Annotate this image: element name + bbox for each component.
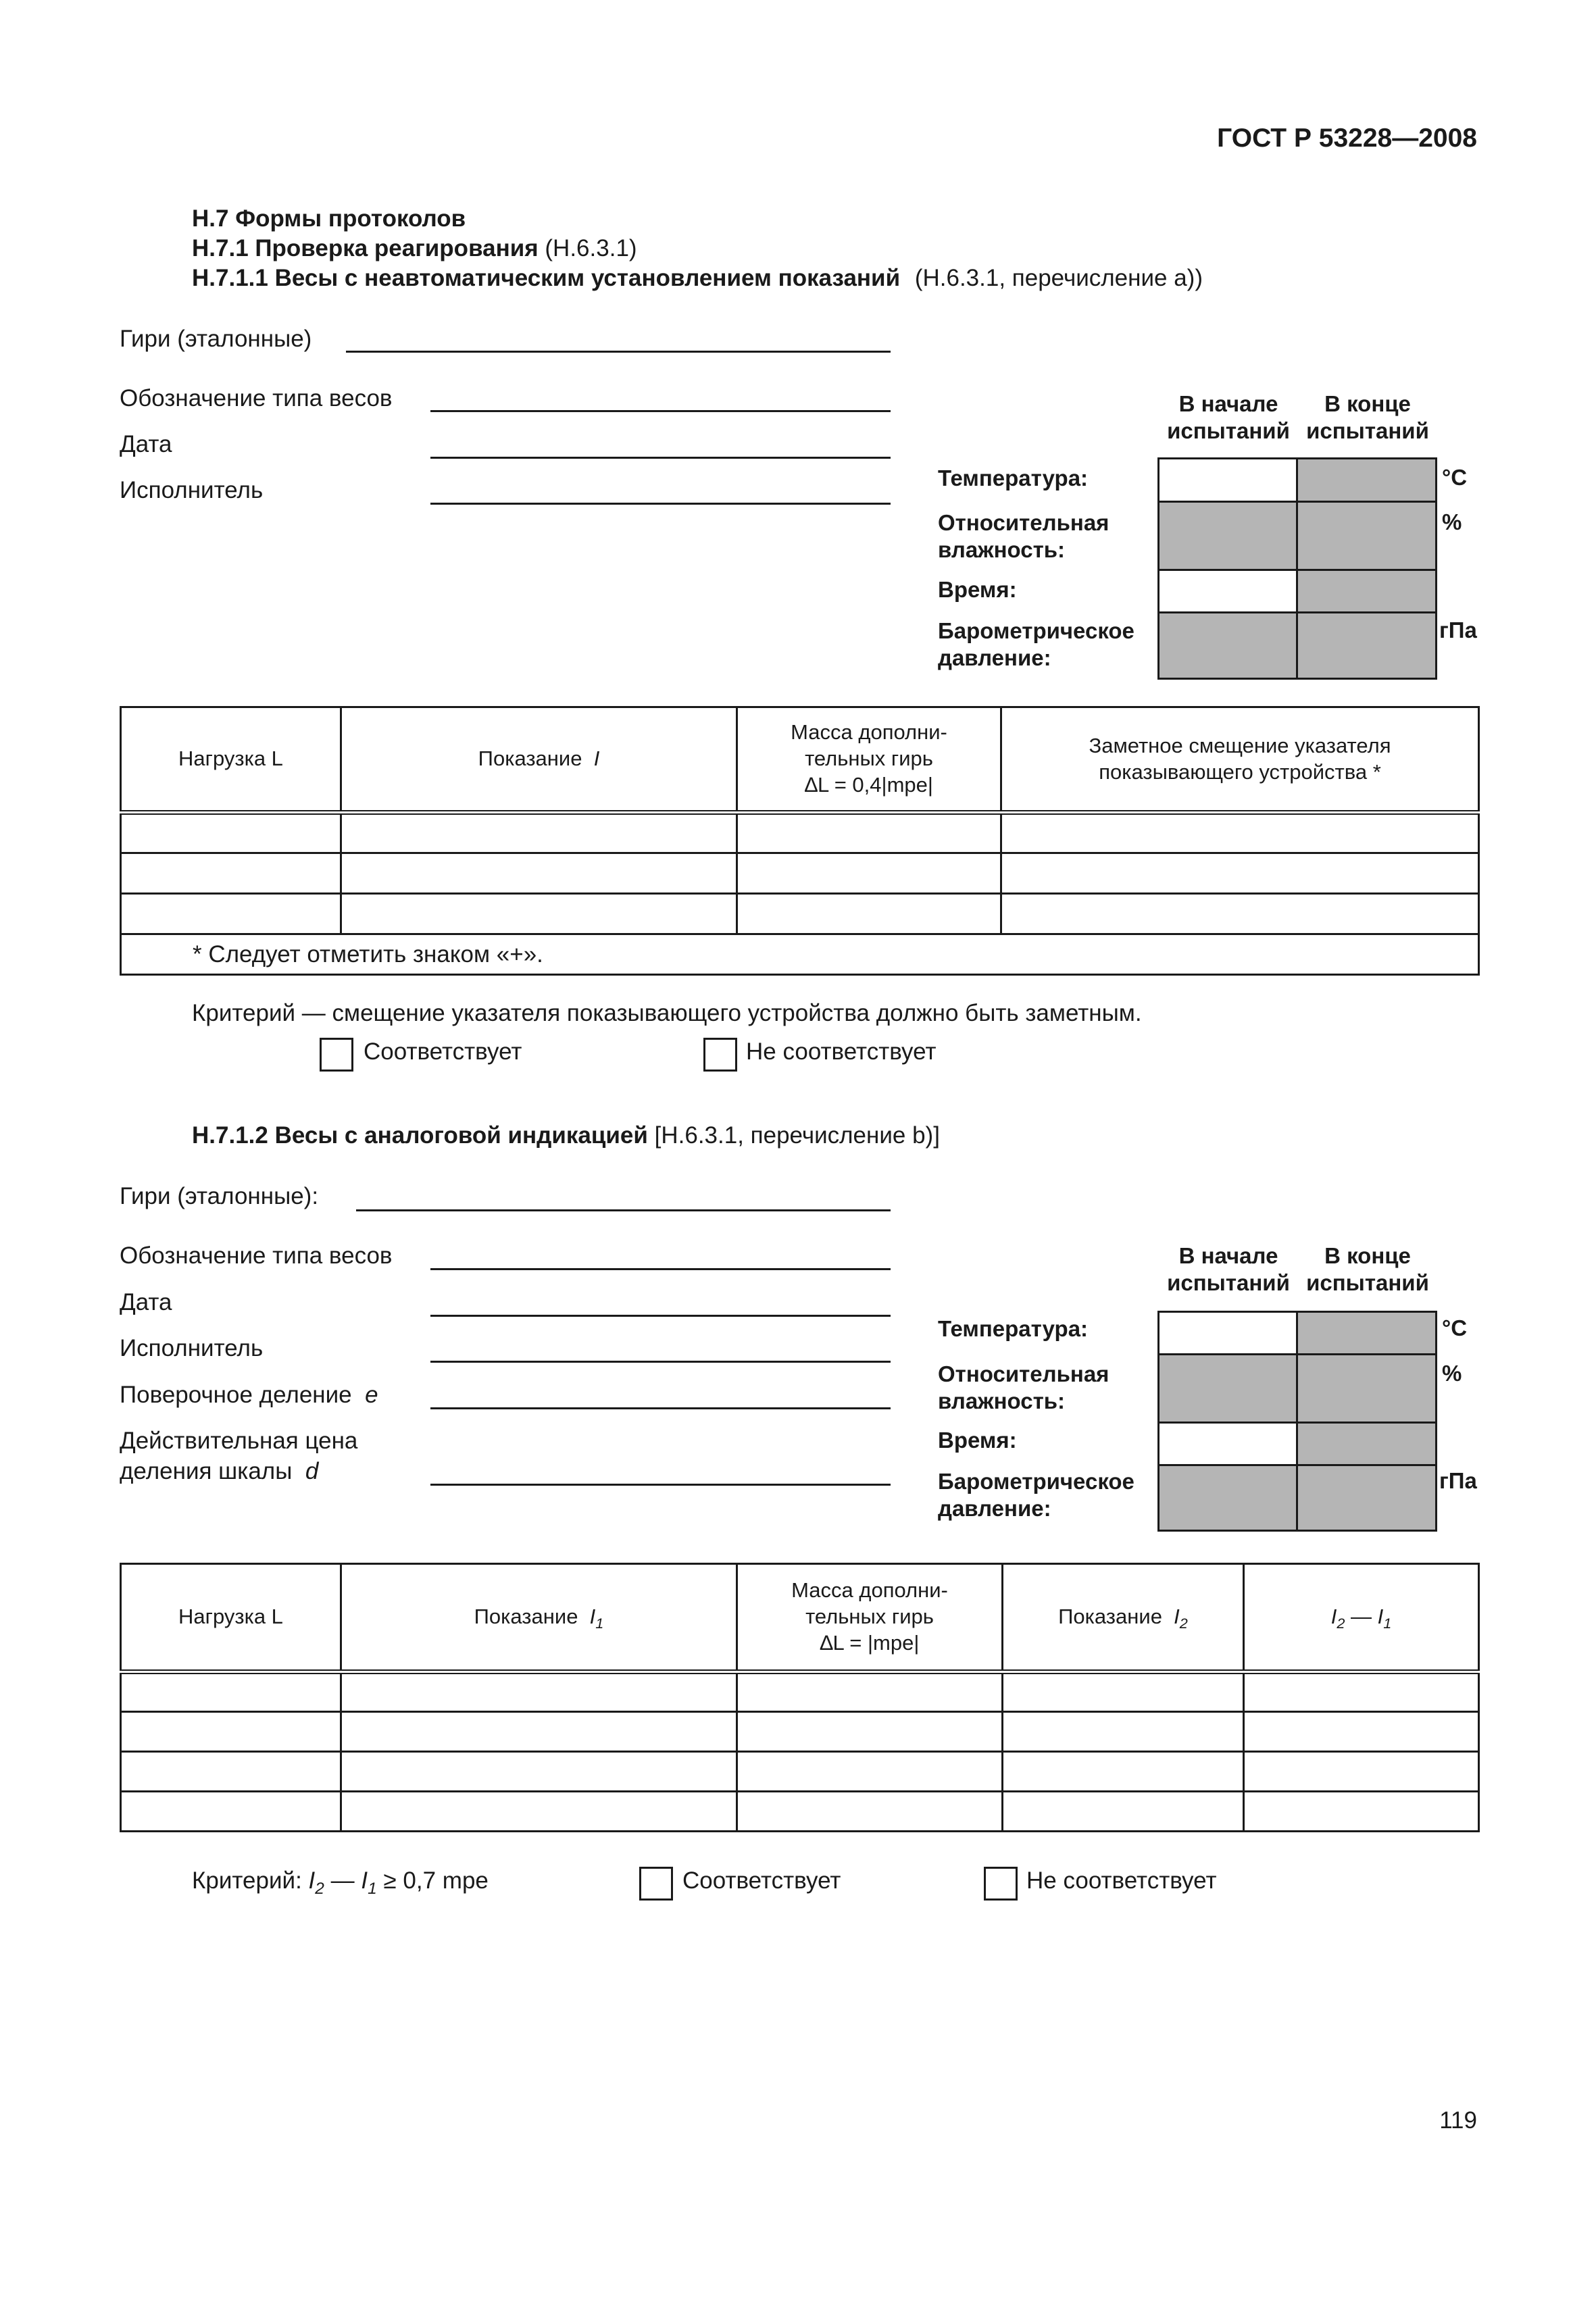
env-temp-end	[1296, 457, 1437, 503]
env-pressure-end	[1296, 1464, 1437, 1532]
verification-label	[120, 1382, 378, 1409]
not-complies-checkbox-1[interactable]	[703, 1038, 737, 1072]
scale-type-field-2[interactable]	[430, 1268, 891, 1270]
env-temperature-label: Температура:	[938, 1316, 1089, 1341]
env-start-col-header: В начале испытаний	[1167, 391, 1290, 443]
t1-mass-label: Масса дополни-тельных гирь	[791, 720, 947, 771]
env-time-label: Время:	[938, 1428, 1017, 1453]
env-humidity-start	[1157, 501, 1298, 571]
env-humidity-label: Относительная влажность:	[938, 510, 1109, 562]
criterion-2-prefix: Критерий:	[192, 1867, 302, 1894]
weights-field-2[interactable]	[356, 1209, 891, 1211]
complies-checkbox-1[interactable]	[320, 1038, 353, 1072]
table-cell[interactable]	[737, 853, 1001, 894]
table-cell[interactable]	[121, 1672, 341, 1712]
table-cell[interactable]	[1003, 1672, 1244, 1712]
table-cell[interactable]	[737, 894, 1001, 934]
t2-header-difference: $I_2$ — $I_1$	[1244, 1564, 1479, 1672]
env-temp-start[interactable]	[1157, 1311, 1298, 1355]
date-label-2: Дата	[120, 1289, 172, 1315]
h712-ref: [Н.6.3.1, перечисление b)]	[654, 1122, 940, 1149]
env-pressure-label: Барометрическое давление:	[938, 1469, 1134, 1521]
section-h711	[192, 265, 1203, 292]
table-cell[interactable]	[1001, 894, 1479, 934]
table-cell[interactable]	[341, 1752, 737, 1792]
date-field-2[interactable]	[430, 1315, 891, 1317]
h711-title: Н.7.1.1 Весы с неавтоматическим установлением показаний	[192, 265, 901, 291]
t2-header-reading-2	[1003, 1564, 1244, 1672]
section-h71	[192, 235, 637, 262]
t2-header-load: Нагрузка L	[121, 1564, 341, 1672]
env-time-end	[1296, 1422, 1437, 1466]
scale-type-field[interactable]	[430, 410, 891, 412]
h71-ref: (Н.6.3.1)	[545, 235, 637, 261]
table-cell[interactable]	[121, 894, 341, 934]
table-1	[120, 706, 1480, 976]
scale-type-label: Обозначение типа весов	[120, 385, 393, 411]
table-cell[interactable]	[737, 1752, 1003, 1792]
env-time-start[interactable]	[1157, 1422, 1298, 1466]
t1-header-load: Нагрузка L	[121, 707, 341, 813]
table-cell[interactable]	[341, 894, 737, 934]
table-2-header-row	[121, 1564, 1479, 1672]
performer-field[interactable]	[430, 503, 891, 505]
table-row	[121, 1792, 1479, 1832]
table-cell[interactable]	[341, 813, 737, 853]
table-2	[120, 1563, 1480, 1832]
t2-reading1-symbol: $I_1$	[589, 1605, 604, 1632]
t1-footnote: * Следует отметить знаком «+».	[121, 934, 1479, 975]
performer-label: Исполнитель	[120, 477, 264, 503]
table-cell[interactable]	[121, 1712, 341, 1752]
scale-div-text: деления шкалы	[120, 1458, 293, 1484]
table-1-footnote-row	[121, 934, 1479, 975]
table-cell[interactable]	[1244, 1672, 1479, 1712]
performer-label-2: Исполнитель	[120, 1335, 264, 1361]
env-pressure-start	[1157, 611, 1298, 680]
table-row	[121, 1672, 1479, 1712]
scale-div-label-2	[120, 1458, 318, 1485]
table-row	[121, 1712, 1479, 1752]
complies-label-2: Соответствует	[682, 1867, 841, 1894]
env-temperature-label: Температура:	[938, 466, 1089, 491]
table-cell[interactable]	[341, 1712, 737, 1752]
t2-difference-formula: $I_2$	[1330, 1605, 1345, 1632]
table-row	[121, 1752, 1479, 1792]
t1-mass-formula: ∆L = 0,4|mpe|	[805, 772, 933, 797]
env-end-col-header: В конце испытаний	[1306, 1243, 1429, 1295]
env-unit-hpa: гПа	[1439, 1468, 1477, 1493]
not-complies-checkbox-2[interactable]	[984, 1867, 1018, 1901]
t2-reading2-symbol: $I_2$	[1174, 1605, 1188, 1632]
table-cell[interactable]	[1244, 1712, 1479, 1752]
t1-header-reading	[341, 707, 737, 813]
table-cell[interactable]	[341, 1792, 737, 1832]
complies-checkbox-2[interactable]	[639, 1867, 673, 1901]
env-time-start[interactable]	[1157, 569, 1298, 613]
standard-header: ГОСТ Р 53228—2008	[1217, 124, 1477, 153]
table-cell[interactable]	[1001, 813, 1479, 853]
t2-reading2-label: Показание	[1058, 1605, 1162, 1629]
table-cell[interactable]	[121, 1752, 341, 1792]
env-end-col-header: В конце испытаний	[1306, 391, 1429, 443]
weights-label: Гири (эталонные)	[120, 326, 312, 352]
not-complies-label-2: Не соответствует	[1026, 1867, 1217, 1894]
env-pressure-label: Барометрическое давление:	[938, 618, 1134, 670]
table-cell[interactable]	[1003, 1792, 1244, 1832]
criterion-2-text: Критерий: $I_2$ — $I_1 \ge 0,7$ mpe	[192, 1867, 489, 1898]
date-label: Дата	[120, 431, 172, 457]
t1-header-mass	[737, 707, 1001, 813]
env-unit-percent: %	[1442, 509, 1462, 534]
env-humidity-end	[1296, 501, 1437, 571]
table-cell[interactable]	[1003, 1712, 1244, 1752]
table-cell[interactable]	[121, 853, 341, 894]
criterion-2-formula: $I_2$	[308, 1867, 324, 1898]
section-h7: Н.7 Формы протоколов	[192, 205, 466, 232]
table-cell[interactable]	[1001, 853, 1479, 894]
table-cell[interactable]	[121, 813, 341, 853]
verification-text: Поверочное деление	[120, 1382, 352, 1408]
table-cell[interactable]	[737, 1672, 1003, 1712]
scale-div-symbol: d	[305, 1458, 319, 1484]
table-row	[121, 894, 1479, 934]
table-row	[121, 853, 1479, 894]
t2-reading1-label: Показание	[474, 1605, 578, 1629]
h71-title: Н.7.1 Проверка реагирования	[192, 235, 539, 261]
env-humidity-label: Относительная влажность:	[938, 1361, 1109, 1413]
t1-reading-symbol: I	[593, 747, 600, 771]
verification-symbol: е	[365, 1382, 378, 1408]
env-temp-end	[1296, 1311, 1437, 1355]
scale-div-field[interactable]	[430, 1484, 891, 1486]
env-start-col-header: В начале испытаний	[1167, 1243, 1290, 1295]
performer-field-2[interactable]	[430, 1361, 891, 1363]
complies-label-1: Соответствует	[364, 1038, 522, 1065]
criterion-2-threshold: ≥ 0,7 mpe	[383, 1867, 489, 1894]
env-unit-celsius: °C	[1442, 465, 1468, 490]
t2-header-reading-1	[341, 1564, 737, 1672]
env-humidity-start	[1157, 1353, 1298, 1424]
t2-mass-label: Масса дополни-тельных гирь	[791, 1578, 948, 1629]
h711-ref: (Н.6.3.1, перечисление а))	[914, 265, 1203, 291]
env-time-label: Время:	[938, 577, 1017, 602]
table-cell[interactable]	[737, 1792, 1003, 1832]
weights-field[interactable]	[346, 351, 891, 353]
env-pressure-end	[1296, 611, 1437, 680]
scale-type-label-2: Обозначение типа весов	[120, 1242, 393, 1269]
table-cell[interactable]	[1244, 1752, 1479, 1792]
date-field[interactable]	[430, 457, 891, 459]
section-h712	[192, 1122, 940, 1149]
env-unit-hpa: гПа	[1439, 618, 1477, 643]
table-row	[121, 813, 1479, 853]
h712-title: Н.7.1.2 Весы с аналоговой индикацией	[192, 1122, 648, 1149]
table-cell[interactable]	[1003, 1752, 1244, 1792]
table-cell[interactable]	[737, 1712, 1003, 1752]
table-cell[interactable]	[737, 813, 1001, 853]
criterion-1-text: Критерий — смещение указателя показывающего устройства должно быть заметным.	[192, 1000, 1142, 1026]
env-temp-start[interactable]	[1157, 457, 1298, 503]
env-unit-celsius: °C	[1442, 1315, 1468, 1340]
env-time-end	[1296, 569, 1437, 613]
table-cell[interactable]	[341, 1672, 737, 1712]
env-unit-percent: %	[1442, 1361, 1462, 1386]
table-cell[interactable]	[1244, 1792, 1479, 1832]
env-pressure-start	[1157, 1464, 1298, 1532]
weights-label-2: Гири (эталонные):	[120, 1183, 319, 1209]
not-complies-label-1: Не соответствует	[746, 1038, 937, 1065]
table-cell[interactable]	[341, 853, 737, 894]
t1-reading-label: Показание	[478, 747, 582, 771]
table-1-header-row	[121, 707, 1479, 813]
verification-field[interactable]	[430, 1407, 891, 1409]
env-humidity-end	[1296, 1353, 1437, 1424]
t1-header-shift: Заметное смещение указателя показывающего устройства *	[1001, 707, 1479, 813]
t2-mass-formula: ∆L = |mpe|	[820, 1630, 920, 1655]
t2-header-mass	[737, 1564, 1003, 1672]
scale-div-label-1: Действительная цена	[120, 1428, 358, 1454]
table-cell[interactable]	[121, 1792, 341, 1832]
page-number: 119	[1439, 2107, 1477, 2134]
